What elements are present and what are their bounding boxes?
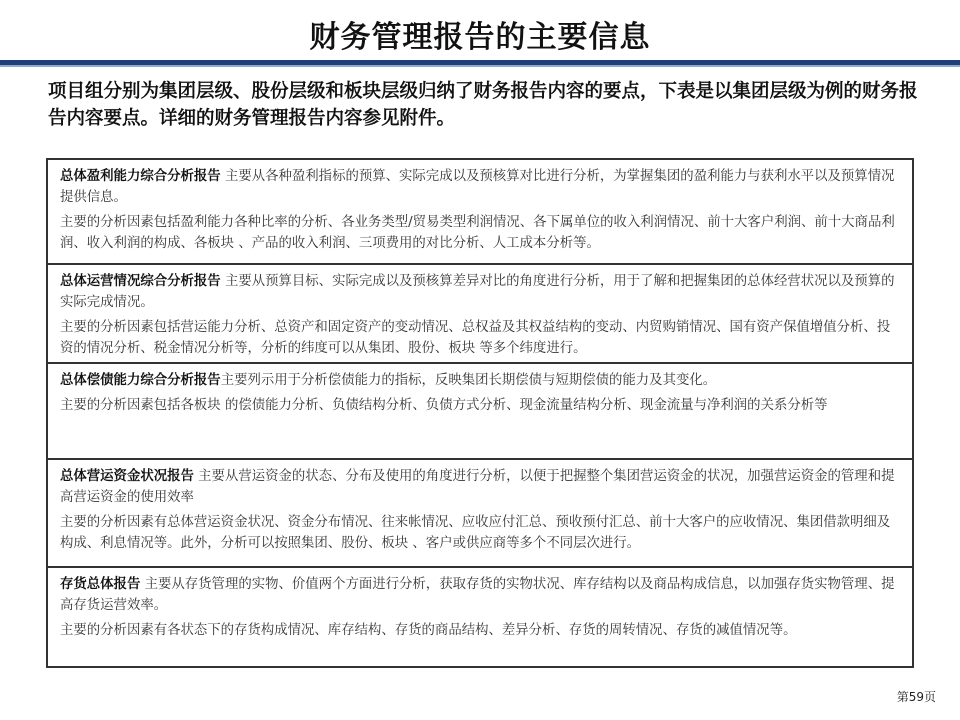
section-summary-text: 主要从存货管理的实物、价值两个方面进行分析，获取存货的实物状况、库存结构以及商品构成信息，以加强存货实物管理、提高存货运营效率。 — [60, 577, 895, 613]
section-factors: 主要的分析因素有总体营运资金状况、资金分布情况、往来帐情况、应收应付汇总、预收预付汇总、前十大客户的应收情况、集团借款明细及构成、利息情况等。此外，分析可以按照集团、股份、板块 、客户或供应商等多个不同层次进行。 — [60, 515, 891, 551]
section-summary-text: 主要从各种盈利指标的预算、实际完成以及预核算对比进行分析，为掌握集团的盈利能力与获利水平以及预算情况提供信息。 — [60, 169, 895, 205]
section-summary — [60, 466, 902, 508]
section-heading: 总体偿债能力综合分析报告 — [60, 373, 221, 388]
section-summary — [60, 370, 902, 391]
section-summary — [60, 271, 902, 313]
section-summary — [60, 574, 902, 616]
section-summary — [60, 166, 902, 208]
section-operations-report — [48, 265, 912, 364]
section-factors: 主要的分析因素包括盈利能力各种比率的分析、各业务类型/贸易类型利润情况、各下属单位的收入利润情况、前十大客户利润、前十大商品利润、收入利润的构成、各板块 、产品的收入利润、三项费用的对比分析、人工成本分析等。 — [60, 215, 895, 251]
section-summary-text: 主要从营运资金的状态、分布及使用的角度进行分析，以便于把握整个集团营运资金的状况，加强营运资金的管理和提高营运资金的使用效率 — [60, 469, 895, 505]
section-profitability-report — [48, 160, 912, 265]
section-heading: 总体盈利能力综合分析报告 — [60, 169, 221, 184]
section-heading: 总体运营情况综合分析报告 — [60, 274, 221, 289]
section-solvency-report — [48, 364, 912, 460]
section-summary-text: 主要列示用于分析偿债能力的指标，反映集团长期偿债与短期偿债的能力及其变化。 — [220, 373, 717, 388]
page-title: 财务管理报告的主要信息 — [309, 20, 651, 55]
section-heading: 总体营运资金状况报告 — [60, 469, 194, 484]
page-number: 第59页 — [896, 690, 936, 704]
section-factors: 主要的分析因素包括各板块 的偿债能力分析、负债结构分析、负债方式分析、现金流量结构分析、现金流量与净利润的关系分析等 — [60, 398, 828, 413]
section-summary-text: 主要从预算目标、实际完成以及预核算差异对比的角度进行分析，用于了解和把握集团的总体经营状况以及预算的实际完成情况。 — [60, 274, 895, 310]
title-divider-accent — [0, 65, 960, 67]
section-inventory-report — [48, 568, 912, 666]
intro-text: 项目组分别为集团层级、股份层级和板块层级归纳了财务报告内容的要点，下表是以集团层级为例的财务报告内容要点。详细的财务管理报告内容参见附件。 — [48, 81, 918, 129]
section-factors: 主要的分析因素有各状态下的存货构成情况、库存结构、存货的商品结构、差异分析、存货的周转情况、存货的减值情况等。 — [60, 623, 797, 638]
section-heading: 存货总体报告 — [60, 577, 141, 592]
section-factors: 主要的分析因素包括营运能力分析、总资产和固定资产的变动情况、总权益及其权益结构的变动、内贸购销情况、国有资产保值增值分析、投资的情况分析、税金情况分析等，分析的纬度可以从集团、股份、板块 等多个纬度进行。 — [60, 320, 891, 356]
report-info-table — [46, 158, 914, 668]
section-working-capital-report — [48, 460, 912, 568]
